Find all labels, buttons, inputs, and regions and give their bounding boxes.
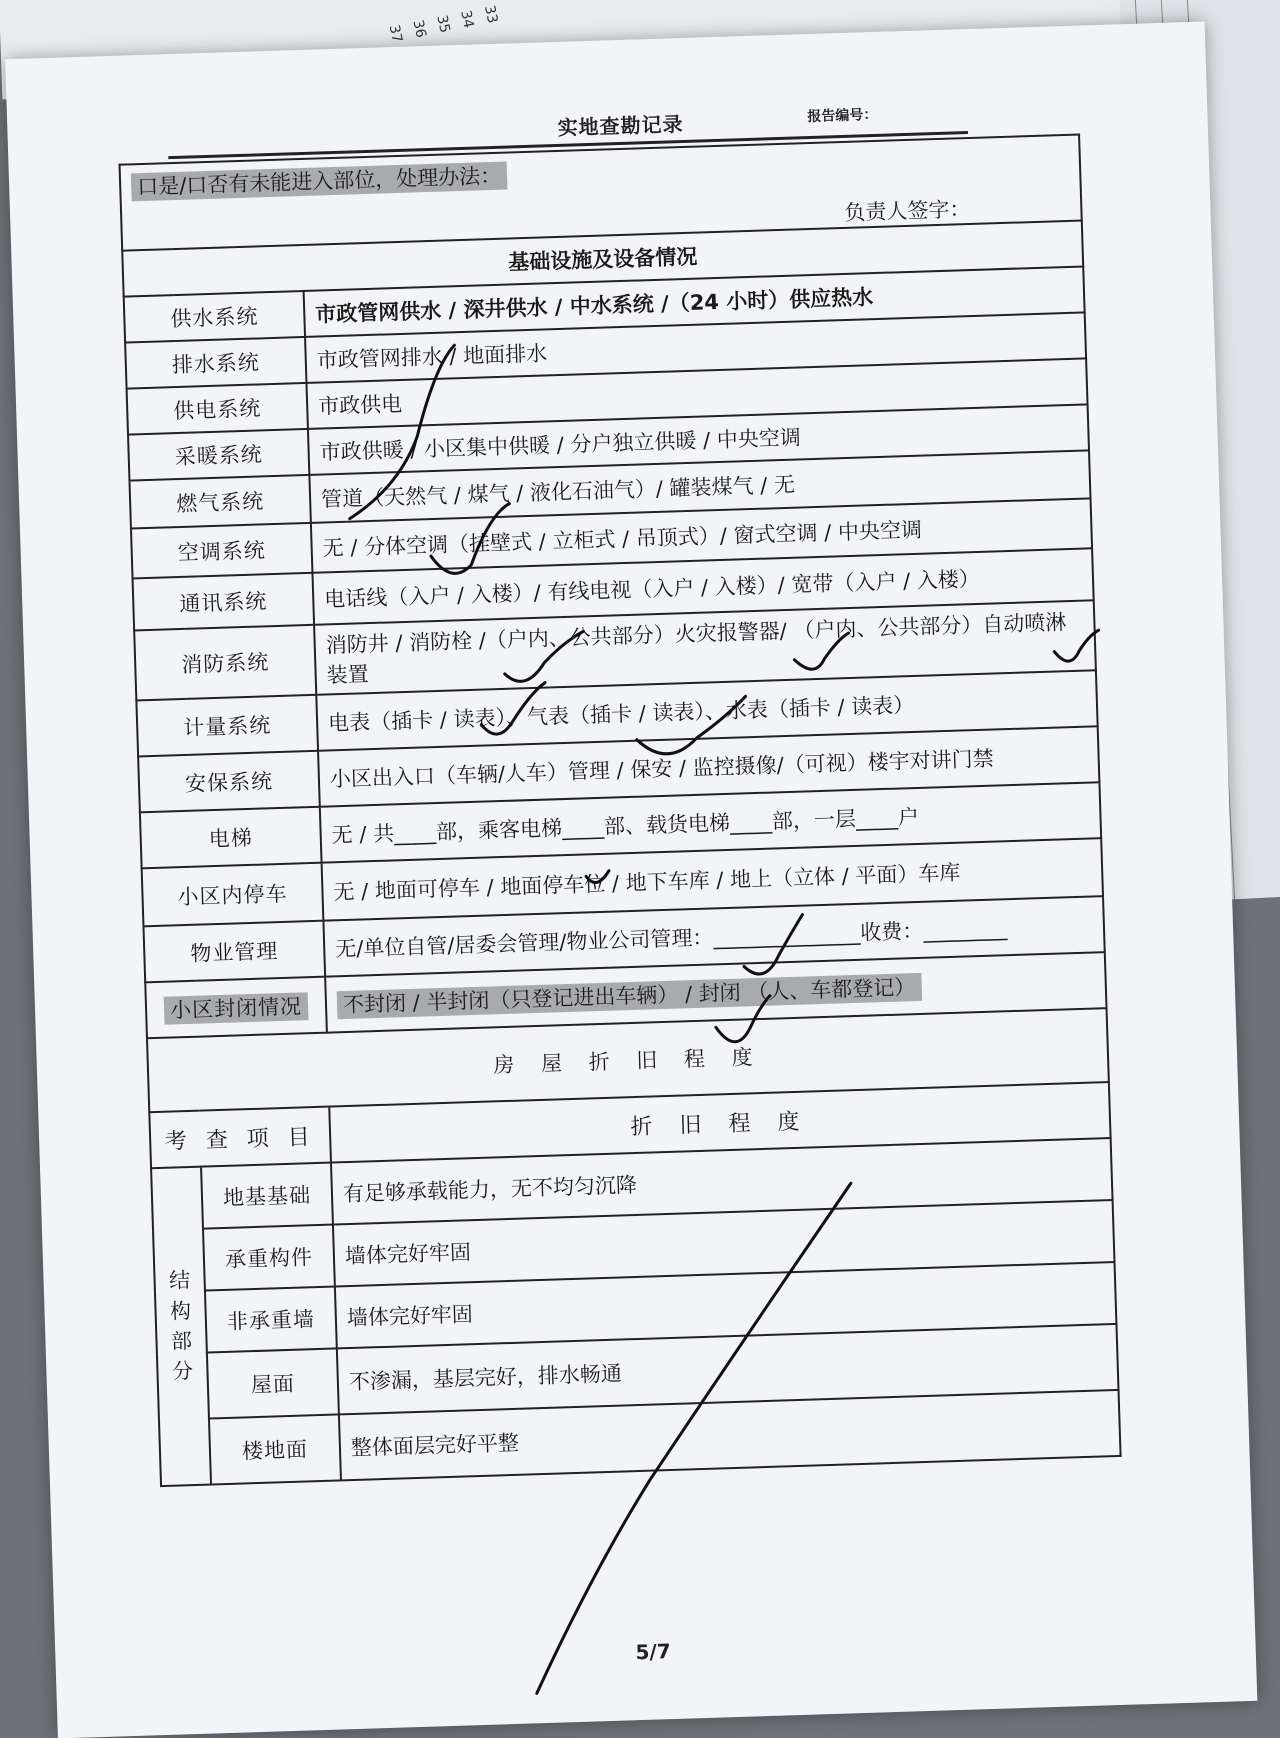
group-label: 结构部分 bbox=[151, 1167, 211, 1486]
row-value: 小区出入口（车辆/人车）管理 / 保安 / 监控摄像/（可视）楼宇对讲门禁 bbox=[318, 726, 1099, 806]
row-value: 市政管网供水 / 深井供水 / 中水系统 /（24 小时）供应热水 bbox=[304, 266, 1085, 336]
row-value: 有足够承载能力，无不均匀沉降 bbox=[331, 1138, 1113, 1224]
row-number: 33 bbox=[480, 4, 501, 25]
row-value: 市政管网排水 / 地面排水 bbox=[305, 312, 1086, 382]
row-value: 消防井 / 消防栓 /（户内、公共部分）火灾报警器/ （户内、公共部分）自动喷淋装置 bbox=[314, 600, 1096, 694]
row-label: 地基基础 bbox=[201, 1163, 333, 1229]
row-value: 无 / 共____部，乘客电梯____部、载货电梯____部，一层____户 bbox=[320, 782, 1101, 862]
row-value: 电表（插卡 / 读表）、气表（插卡 / 读表）、水表（插卡 / 读表） bbox=[316, 670, 1097, 750]
row-label: 计量系统 bbox=[136, 695, 318, 757]
row-value: 市政供暖 / 小区集中供暖 / 分户独立供暖 / 中央空调 bbox=[308, 404, 1089, 474]
row-number: 35 bbox=[433, 13, 453, 35]
page-number: 5/7 bbox=[635, 1639, 672, 1665]
row-value: 不渗漏，基层完好，排水畅通 bbox=[337, 1324, 1119, 1414]
row-label: 消防系统 bbox=[134, 625, 316, 701]
row-number: 34 bbox=[457, 8, 477, 30]
row-label: 安保系统 bbox=[138, 751, 320, 813]
row-value: 电话线（入户 / 入楼）/ 有线电视（入户 / 入楼）/ 宽带（入户 / 入楼） bbox=[312, 548, 1093, 624]
row-number: 37 bbox=[385, 23, 405, 45]
row-label: 采暖系统 bbox=[128, 429, 309, 481]
row-value: 墙体完好牢固 bbox=[335, 1262, 1117, 1348]
row-value: 市政供电 bbox=[306, 358, 1087, 428]
row-label: 小区内停车 bbox=[142, 863, 324, 927]
row-value: 墙体完好牢固 bbox=[333, 1200, 1115, 1286]
row-value: 无 / 分体空调（挂壁式 / 立柜式 / 吊顶式）/ 窗式空调 / 中央空调 bbox=[311, 498, 1092, 572]
row-label: 物业管理 bbox=[143, 921, 325, 983]
survey-record-page bbox=[5, 22, 1257, 1738]
report-number-label: 报告编号： bbox=[807, 106, 878, 126]
row-label: 空调系统 bbox=[131, 523, 312, 579]
row-label: 楼地面 bbox=[209, 1414, 341, 1484]
row-label: 供电系统 bbox=[127, 383, 308, 435]
row-number: 36 bbox=[409, 18, 429, 40]
row-label: 非承重墙 bbox=[205, 1286, 337, 1352]
column-header-degree: 折 旧 程 度 bbox=[329, 1082, 1110, 1162]
row-label: 小区封闭情况 bbox=[164, 992, 309, 1025]
signature-label: 负责人签字： bbox=[844, 197, 971, 225]
row-label: 排水系统 bbox=[125, 337, 306, 389]
document-title: 实地查勘记录 bbox=[557, 111, 684, 140]
row-label: 承重构件 bbox=[203, 1225, 335, 1291]
row-value: 无/单位自管/居委会管理/物业公司管理：______________收费：________ bbox=[323, 896, 1104, 976]
row-label: 通讯系统 bbox=[133, 573, 315, 631]
access-question: 口是/口否有未能进入部位，处理办法： bbox=[131, 162, 508, 202]
row-value: 整体面层完好平整 bbox=[339, 1390, 1121, 1480]
survey-table bbox=[119, 134, 1122, 1488]
row-label: 供水系统 bbox=[124, 291, 305, 343]
depreciation-section-title: 房 屋 折 旧 程 度 bbox=[147, 1008, 1109, 1112]
column-header-item: 考 查 项 目 bbox=[149, 1107, 331, 1169]
row-value: 不封闭 / 半封闭（只登记进出车辆） / 封闭 （人、车都登记） bbox=[337, 973, 922, 1019]
row-value: 管道（天然气 / 煤气 / 液化石油气）/ 罐装煤气 / 无 bbox=[309, 450, 1090, 522]
row-value: 无 / 地面可停车 / 地面停车位 / 地下车库 / 地上（立体 / 平面）车库 bbox=[322, 838, 1103, 920]
row-label: 电梯 bbox=[140, 807, 322, 869]
row-label: 屋面 bbox=[207, 1348, 339, 1418]
infrastructure-section-title: 基础设施及设备情况 bbox=[122, 221, 1083, 297]
row-label: 燃气系统 bbox=[129, 475, 310, 529]
